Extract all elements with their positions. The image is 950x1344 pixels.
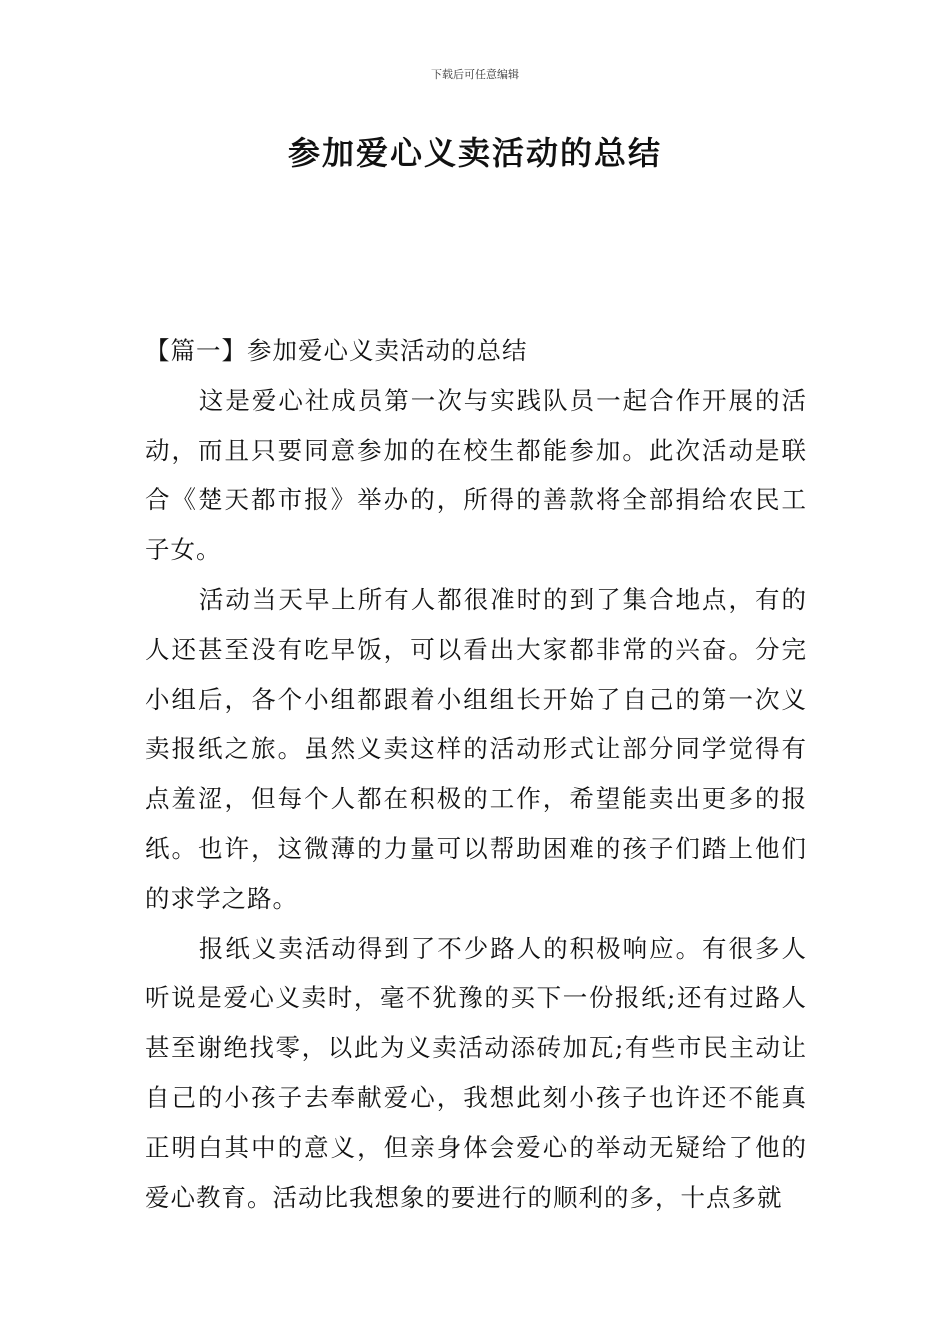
page-header-note: 下载后可任意编辑 [431,68,519,81]
section-heading: 【篇一】参加爱心义卖活动的总结 [145,336,528,365]
paragraph-3: 报纸义卖活动得到了不少路人的积极响应。有很多人听说是爱心义卖时，毫不犹豫的买下一份报纸;还有过路人甚至谢绝找零，以此为义卖活动添砖加瓦;有些市民主动让自己的小孩子去奉献爱心，我想此刻小孩子也许还不能真正明白其中的意义，但亲身体会爱心的举动无疑给了他的爱心教育。活动比我想象的要进行的顺利的多，十点多就 [145,933,807,1212]
document-title: 参加爱心义卖活动的总结 [287,134,662,172]
paragraph-1: 这是爱心社成员第一次与实践队员一起合作开展的活动，而且只要同意参加的在校生都能参加。此次活动是联合《楚天都市报》举办的，所得的善款将全部捐给农民工子女。 [145,385,807,565]
document-body [145,326,807,1222]
paragraph-2: 活动当天早上所有人都很准时的到了集合地点，有的人还甚至没有吃早饭，可以看出大家都非常的兴奋。分完小组后，各个小组都跟着小组组长开始了自己的第一次义卖报纸之旅。虽然义卖这样的活动形式让部分同学觉得有点羞涩，但每个人都在积极的工作，希望能卖出更多的报纸。也许，这微薄的力量可以帮助困难的孩子们踏上他们的求学之路。 [145,584,807,913]
